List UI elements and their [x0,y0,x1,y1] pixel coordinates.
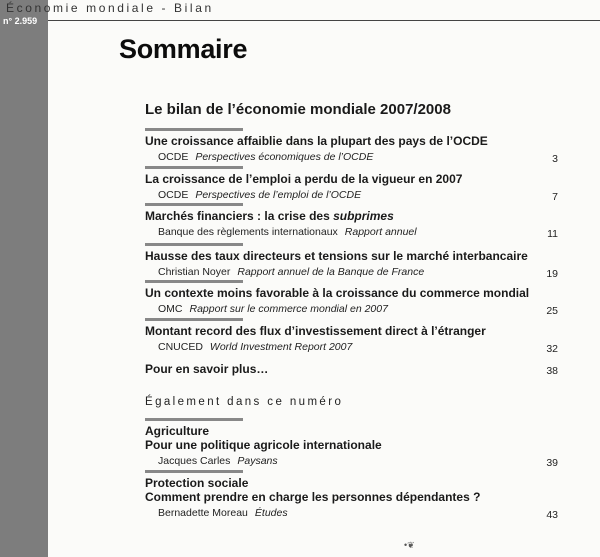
running-head: Économie mondiale - Bilan [6,1,214,15]
page-ornament-icon: •❦ [404,540,415,550]
entry-page: 39 [546,457,558,469]
entry-source: Études [254,507,288,519]
entry-bar [145,243,243,246]
entry-bar [145,470,243,473]
toc-entry[interactable] [145,203,560,239]
entry-page: 19 [546,268,558,280]
entry-source: Perspectives de l’emploi de l’OCDE [195,189,362,201]
header-rule [48,20,600,21]
toc-entry[interactable] [145,280,560,316]
left-margin-band [0,0,48,557]
entry-source-line [145,507,560,520]
entry-title: Comment prendre en charge les personnes dépendantes ? [145,490,481,504]
entry-title-text: Marchés financiers : la crise des [145,209,334,223]
entry-title: La croissance de l’emploi a perdu de la vigueur en 2007 [145,172,463,186]
entry-page: 11 [547,228,558,240]
entry-source-line [145,226,560,239]
entry-bar [145,203,243,206]
entry-page: 3 [552,153,558,165]
entry-author: OCDE [158,151,189,163]
issue-number: n° 2.959 [3,16,38,26]
entry-source-line [145,303,560,316]
entry-author: OCDE [158,189,189,201]
entry-source-line [145,151,560,164]
extra-entry[interactable] [145,418,560,468]
entry-title: Une croissance affaiblie dans la plupart des pays de l’OCDE [145,134,488,148]
entry-source: Perspectives économiques de l’OCDE [195,151,374,163]
entry-author: OMC [158,303,183,315]
entry-source: Paysans [237,455,278,467]
extra-entry[interactable] [145,470,560,520]
entry-page: 32 [546,343,558,355]
further-reading-link[interactable] [145,362,560,376]
entry-page: 43 [546,509,558,521]
section-title: Le bilan de l’économie mondiale 2007/2008 [145,101,451,118]
entry-bar [145,166,243,169]
entry-author: Christian Noyer [158,266,231,278]
entry-title [145,209,560,223]
entry-source: World Investment Report 2007 [209,341,353,353]
entry-source-line [145,266,560,279]
toc-entry[interactable] [145,243,560,279]
entry-category: Protection sociale [145,476,249,490]
also-in-issue-heading: Également dans ce numéro [145,396,344,408]
entry-source-line [145,189,560,202]
entry-source: Rapport annuel [344,226,417,238]
toc-entry[interactable] [145,128,560,164]
entry-title: Pour une politique agricole internationale [145,438,382,452]
entry-author: Bernadette Moreau [158,507,248,519]
entry-source-line [145,455,560,468]
entry-title: Hausse des taux directeurs et tensions sur le marché interbancaire [145,249,528,263]
entry-bar [145,318,243,321]
further-reading-label: Pour en savoir plus… [145,362,269,376]
further-reading-page: 38 [546,365,558,377]
entry-page: 7 [552,191,558,203]
entry-source: Rapport annuel de la Banque de France [237,266,425,278]
entry-author: Jacques Carles [158,455,231,467]
entry-bar [145,280,243,283]
entry-title-emphasis: subprimes [333,209,394,223]
entry-title: Montant record des flux d’investissement direct à l’étranger [145,324,486,338]
entry-title: Un contexte moins favorable à la croissance du commerce mondial [145,286,530,300]
entry-source: Rapport sur le commerce mondial en 2007 [189,303,388,315]
entry-source-line [145,341,560,354]
entry-page: 25 [546,305,558,317]
entry-category: Agriculture [145,424,210,438]
entry-author: Banque des règlements internationaux [158,226,338,238]
toc-entry[interactable] [145,166,560,202]
entry-bar [145,418,243,421]
toc-entry[interactable] [145,318,560,354]
page-title: Sommaire [119,34,248,64]
entry-bar [145,128,243,131]
entry-author: CNUCED [158,341,203,353]
